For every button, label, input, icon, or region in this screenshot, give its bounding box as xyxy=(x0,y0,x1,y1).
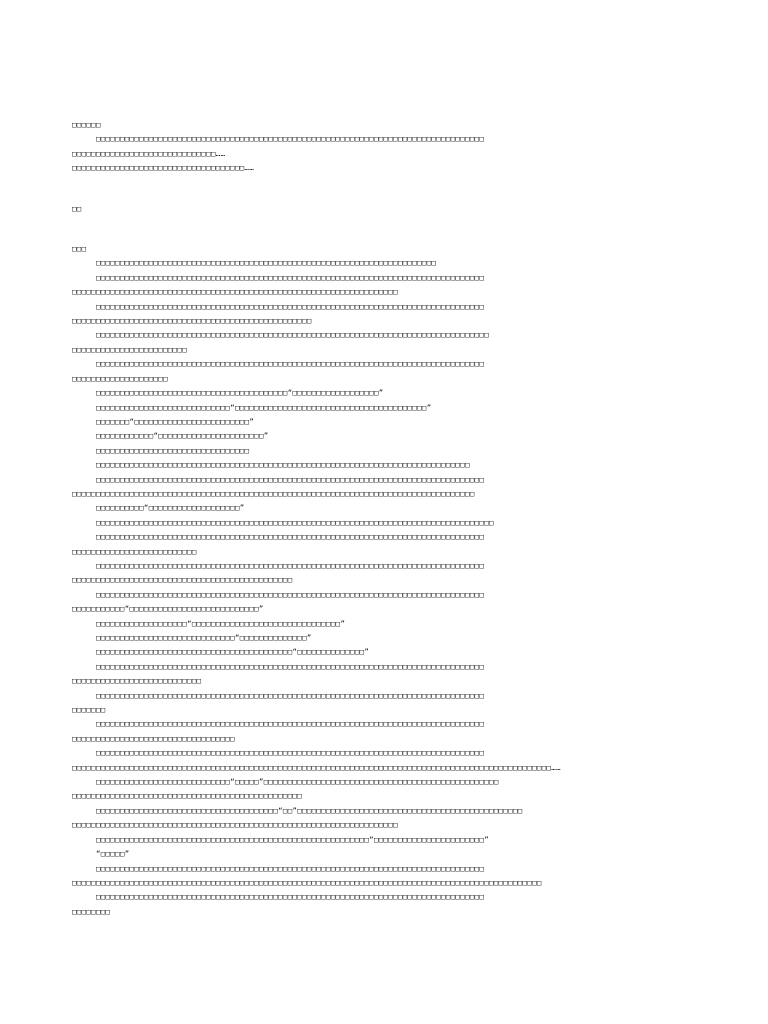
text-line: □□□□□□□□□□□□□□□□□□□□□□□□□□□□□□□□□□□□□□□□□□□□□□ xyxy=(72,575,293,585)
text-line: □□□□□□□□□□□□“□□□□□□□□□□□□□□□□□□□□□□” xyxy=(96,431,269,441)
text-line: □□□□□□□□□□□□□□□□□□□□□□□□□□□□□□□□□□□□□□□□□□□□□□□□□□□□□□□□□□□□□□□□□□□□□□□□□□□□□□□□□□□□□□□□□□□□□□□□□□□□…… xyxy=(72,762,561,772)
text-line: □□□□□□□□□□□□□□□□□□□□□□□□□□□□“□□□□□”□□□□□□□□□□□□□□□□□□□□□□□□□□□□□□□□□□□□□□□□□□□□□□□□□ xyxy=(96,777,499,787)
section-label: □□ xyxy=(72,203,82,213)
text-line: □□□□□□□□□□□□□□□□□□□□□□□□□□ xyxy=(72,546,197,556)
text-line: □□□□□□□□ xyxy=(72,906,111,916)
text-line: □□□□□□□□□□□□□□□□□□□“□□□□□□□□□□□□□□□□□□□□□□□□□□□□□□□” xyxy=(96,618,346,628)
text-line: □□□□□□□□□□□□□□□□□□□□□□□□□□□□□□□□□□□□□□□□□□□□□□□□□□□□□□□□□□□□□□□□□□□□□□□□□□□□□□□□□ xyxy=(96,560,485,570)
text-line: □□□□□□□□□□□□□□□□□□□□□□□□□□□ xyxy=(72,676,202,686)
text-line: □□□□□□□□□□□□□□□□□□□□□□□□□□□□□□□□□□□□□□□□□□□□□□□□□□□□□□□□□□□□□□□□□□□□□□□□□□□□□□□□□ xyxy=(96,532,485,542)
text-line: □□□□□□□□□□□□□□□□□□□□□□□□□□□□□□□□□□□□□□□□□□□□□□□□□□□□□□□□□□□□□□□□□□□□□□□□□□□□□□□□□ xyxy=(96,589,485,599)
text-line: □□□□□□□□□□□□□□□□□□□□□□□□□□□□□□□□□□□□□□□□□□□□□□□□□□□□□□□□□□□□□□□□□□□□□□□□□□□□□□□□□□□□□□□□□□□□□□□□□□ xyxy=(72,877,542,887)
text-line: □□□□□□□□□□□□□□□□□□□□□□□□□□□□□□□□□□□□□□□□□□□□□□□□□□□□□□□□□“□□□□□□□□□□□□□□□□□□□□□□□” xyxy=(96,834,490,844)
text-line: □□□□□□□□□□□□□□□□□□□□□□□□□□□□□□□□□□□□□□□□□□□□□□□□□□□□□□□□□□□□□□□□□□□□□□□□□□□□□□□□□□ xyxy=(96,330,490,340)
intro-block xyxy=(72,132,700,175)
text-line: □□□□□□□□□□□□□□□□□□□□□□□□□□□□□□□□□□□□□□□□□□□□□□□□□□□□□□□□□□□□□□□□□□□□□□□□□□□□□□□□□□□ xyxy=(96,517,494,527)
text-line: □□□□□□□□□□□□□□□□□□□□□□□□□□□□□□□□□□□□□□□□□□□□□□□□□□□□□□□□□□□□□□□□□□□□□□□□□□□□□□□□□□□□ xyxy=(72,488,475,498)
text-line: □□□□□□□□□□□□□□□□□□□□□□□□□□□□□□□□□□□□□□□□□□□□□□□□□□□□□□□□□□□□□□□□□□□□□□□□□□□□□□□□□ xyxy=(96,690,485,700)
text-line: □□□□□□□□□□□□□□□□□□□□□□□□□□□□□□□□□□□□□□□□□□□□□□□□□□□□□□□□□□□□□□□□□□□□□□□□□□□□□□□□□ xyxy=(96,301,485,311)
text-line: □□□□□□□□□□□□□□□□□□□□□□□□□□□□□□□□□□□□□□“□□”□□□□□□□□□□□□□□□□□□□□□□□□□□□□□□□□□□□□□□□□□□□□□□□ xyxy=(96,805,523,815)
text-line: □□□□□□□□□□□□□□□□□□□□□□□□□□□□“□□□□□□□□□□□□□□□□□□□□□□□□□□□□□□□□□□□□□□□□” xyxy=(96,402,432,412)
text-line: □□□□□□□□□□□□□□□□□□□□□□□□□□□□□□□□□□ xyxy=(72,733,235,743)
text-line: □□□□□□□□□□□□□□□□□□□□□□□□□□□□□□□□ xyxy=(96,445,250,455)
text-line: □□□□□□□□□□□□□□□□□□□□□□□□□□□□□□□□□□□□□□□□□□□□□□□□□□□□□□□□□□□□□□□□□□□□□□□□□□□□□□□□□ xyxy=(96,748,485,758)
text-line: □□□□□□□□□□□□□□□□□□□□□□□□□□□□□□□□□□□□□□□□□□□□□□□□□□□□□□□□□□□□□□□□□□□□□□□□□□□□□□ xyxy=(96,460,470,470)
text-line: □□□□□□□□□□□□□□□□□□□□□□□□□□□□□□…… xyxy=(72,148,226,158)
text-line: □□□□□□□□□□□□□□□□□□□□□□□□□□□□□□□□□□□□□□□□□□□□□□□□□□□□□□□□□□□□□□□□□□□□□□□□□□□□□□□□□ xyxy=(96,134,485,144)
text-line: □□□□□□□□□□□□□□□□□□□□□□□□□□□□□□□□□□□□□□□□□□□□□□□□□□ xyxy=(72,316,312,326)
chapter-heading: □□□ xyxy=(72,244,87,254)
text-line: □□□□□□□□□□□□□□□□□□□□□□□□ xyxy=(72,344,188,354)
intro-heading: □□□□□□ xyxy=(72,120,101,129)
text-line: □□□□□□□□□□□□□□□□□□□□□□□□□□□□□□□□□□□□□□□□□□□□□□□□□□□□□□□□□□□□□□□□□□□□ xyxy=(72,820,398,830)
text-line: □□□□□□□□□□□□□□□□□□□□□□□□□□□□□□□□□□□□□□□□□□□□□□□□□□□□□□□□□□□□□□□□□□□□□□□□□□□□□□□□□ xyxy=(96,359,485,369)
text-line: □□□□□□□□□□□□□□□□□□□□□□□□□□□□□□□□□□□□□□□□□□□□□□□□□□□□□□□□□□□□□□□□□□□□□□□□□□□□□□□□□ xyxy=(96,892,485,902)
text-line: □□□□□□□□□□□□□□□□□□□□□□□□□□□□□□□□□□□□□□□□□□□□□□□□□□□□□□□□□□□□□□□□□□□□□□□□□□□□□□□□□ xyxy=(96,719,485,729)
text-line: “□□□□□” xyxy=(96,849,130,859)
text-line: □□□□□□□ xyxy=(72,705,106,715)
text-line: □□□□□□□□□□“□□□□□□□□□□□□□□□□□□□” xyxy=(96,503,245,513)
text-line: □□□□□□□□□□□□□□□□□□□□□□□□□□□□□□□□□□□□□□□□“□□□□□□□□□□□□□□□□□□” xyxy=(96,388,384,398)
spacer xyxy=(72,216,700,242)
spacer xyxy=(72,176,700,202)
text-line: □□□□□□□□□□□□□□□□□□□□□□□□□□□□□□□□□□□□□□□□□“□□□□□□□□□□□□□□” xyxy=(96,647,370,657)
text-line: □□□□□□□□□□□□□□□□□□□□ xyxy=(72,373,168,383)
document-page xyxy=(72,118,700,919)
text-line: □□□□□□□□□□□□□□□□□□□□□□□□□□□□□□□□□□□□□□□□□□□□□□□□□□□□□□□□□□□□□□□□□□□□□□□□□□□□□□□□□ xyxy=(96,863,485,873)
body-text xyxy=(72,256,700,919)
text-line: □□□□□□□□□□□□□□□□□□□□□□□□□□□□□□□□□□□□□□□□□□□□□□□□□□□□□□□□□□□□□□□□□□□□□□□□□□□□□□□□□ xyxy=(96,272,485,282)
text-line: □□□□□□□□□□□□□□□□□□□□□□□□□□□□□“□□□□□□□□□□□□□□” xyxy=(96,633,312,642)
text-line: □□□□□□□□□□□□□□□□□□□□□□□□□□□□□□□□□□□□□□□□□□□□□□□□ xyxy=(72,791,303,801)
text-line: □□□□□□□□□□□□□□□□□□□□□□□□□□□□□□□□□□□□□□□□□□□□□□□□□□□□□□□□□□□□□□□□□□□□ xyxy=(72,287,398,297)
text-line: □□□□□□□“□□□□□□□□□□□□□□□□□□□□□□□□” xyxy=(96,416,255,426)
text-line: □□□□□□□□□□□□□□□□□□□□□□□□□□□□□□□□□□□□□□□□□□□□□□□□□□□□□□□□□□□□□□□□□□□□□□□ xyxy=(96,258,437,268)
text-line: □□□□□□□□□□□“□□□□□□□□□□□□□□□□□□□□□□□□□□□” xyxy=(72,604,264,614)
text-line: □□□□□□□□□□□□□□□□□□□□□□□□□□□□□□□□□□□□□□□□□□□□□□□□□□□□□□□□□□□□□□□□□□□□□□□□□□□□□□□□□ xyxy=(96,474,485,484)
text-line: □□□□□□□□□□□□□□□□□□□□□□□□□□□□□□□□□□□□□□□□□□□□□□□□□□□□□□□□□□□□□□□□□□□□□□□□□□□□□□□□□ xyxy=(96,661,485,671)
text-line: □□□□□□□□□□□□□□□□□□□□□□□□□□□□□□□□□□□□…… xyxy=(72,163,255,173)
